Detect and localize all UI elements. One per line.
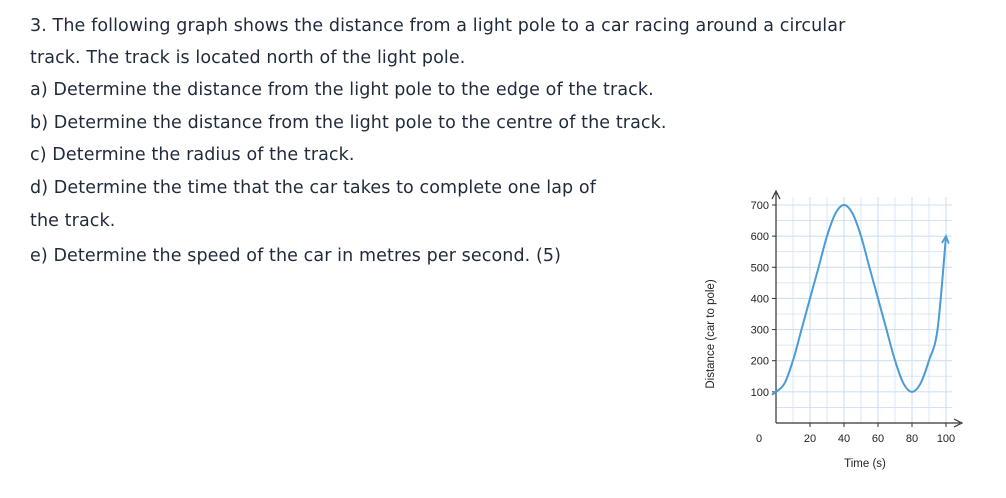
chart-svg (700, 180, 1000, 490)
y-axis-title: Distance (car to pole) (705, 279, 717, 389)
origin-label: 0 (755, 433, 763, 445)
x-tick-label: 40 (837, 433, 851, 445)
y-tick-label: 500 (750, 262, 769, 275)
y-tick-label: 400 (750, 293, 769, 306)
y-tick-label: 100 (750, 386, 769, 399)
question-line: 3. The following graph shows the distance from a light pole to a car racing around a circular (30, 16, 846, 36)
x-tick-label: 80 (905, 433, 919, 445)
y-tick-label: 200 (750, 355, 769, 368)
question-part-d: d) Determine the time that the car takes to complete one lap of (30, 178, 596, 198)
y-tick-label: 700 (750, 200, 769, 212)
question-part-a: a) Determine the distance from the light pole to the edge of the track. (30, 80, 654, 100)
question-part-c: c) Determine the radius of the track. (30, 145, 355, 165)
y-tick-label: 600 (750, 231, 769, 244)
distance-time-graph (700, 180, 1000, 490)
x-tick-label: 100 (936, 433, 956, 445)
question-part-e: e) Determine the speed of the car in metres per second. (5) (30, 246, 562, 266)
y-tick-label: 300 (750, 324, 769, 337)
question-part-b: b) Determine the distance from the light pole to the centre of the track. (30, 113, 667, 133)
x-tick-label: 20 (803, 433, 817, 445)
question-part-d-continued: the track. (30, 211, 116, 231)
x-tick-label: 60 (871, 433, 885, 445)
question-line: track. The track is located north of the light pole. (30, 48, 466, 68)
x-axis-title: Time (s) (844, 458, 886, 470)
